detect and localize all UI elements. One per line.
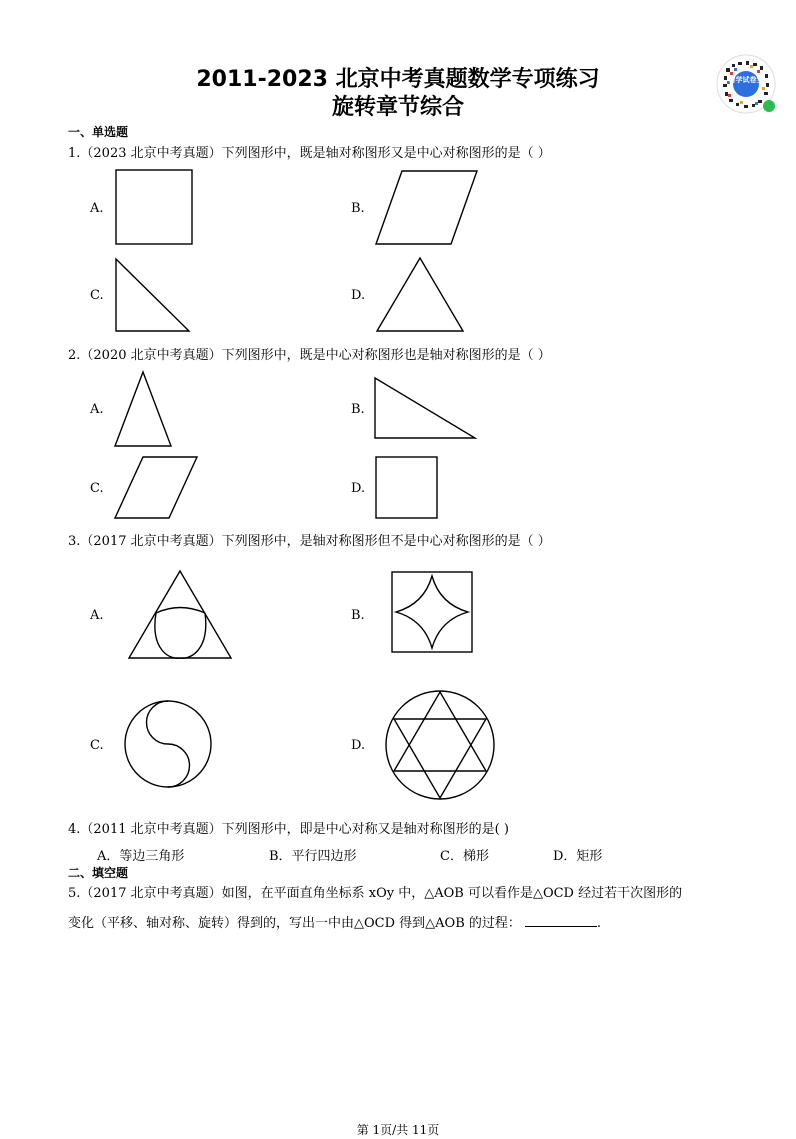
q3-hexagram-circle-figure <box>386 691 494 799</box>
q3-option-d-label: D. <box>351 738 366 753</box>
q3-option-c-label: C. <box>90 738 104 753</box>
q3-option-b-label: B. <box>351 608 365 623</box>
q3-triangle-arcs-figure <box>129 571 231 658</box>
question-4-text: 4.（2011 北京中考真题）下列图形中，即是中心对称又是轴对称图形的是( ) <box>68 822 509 837</box>
q4-option-a: A．等边三角形 <box>97 849 185 864</box>
question-2-text: 2.（2020 北京中考真题）下列图形中，既是中心对称图形也是轴对称图形的是（ ） <box>68 348 551 363</box>
q2-option-b-label: B. <box>351 402 365 417</box>
q4-option-c: C．梯形 <box>440 849 489 864</box>
q2-option-c-label: C. <box>90 481 104 496</box>
q2-option-d-label: D. <box>351 481 366 496</box>
q4-option-b: B．平行四边形 <box>269 849 357 864</box>
q2-option-a-label: A. <box>90 402 104 417</box>
page-title: 2011-2023 北京中考真题数学专项练习 <box>196 67 600 92</box>
section-heading-single-choice: 一、单选题 <box>68 125 129 139</box>
question-3-text: 3.（2017 北京中考真题）下列图形中，是轴对称图形但不是中心对称图形的是（ ） <box>68 534 551 549</box>
qr-badge-label: 留学试卷宝 <box>728 76 764 84</box>
q1-option-d-label: D. <box>351 288 366 303</box>
question-5-text-line1: 5.（2017 北京中考真题）如图，在平面直角坐标系 xOy 中，△AOB 可以看作是△OCD 经过若干次图形的 <box>68 886 683 901</box>
q3-yinyang-circle-figure <box>125 701 211 787</box>
question-1-text: 1.（2023 北京中考真题）下列图形中，既是轴对称图形又是中心对称图形的是（ ） <box>68 146 551 161</box>
section-heading-fill-blank: 二、填空题 <box>68 866 129 880</box>
question-5-text-line2 <box>68 912 601 931</box>
page-number: 第 1页/共 11页 <box>356 1123 440 1137</box>
q4-option-d: D．矩形 <box>553 849 603 864</box>
page-subtitle: 旋转章节综合 <box>331 95 464 120</box>
q1-option-a-label: A. <box>90 201 104 216</box>
q1-option-b-label: B. <box>351 201 365 216</box>
question-5-end-period: . <box>596 916 602 931</box>
q1-option-c-label: C. <box>90 288 104 303</box>
q3-square-star-figure <box>392 572 472 652</box>
q3-option-a-label: A. <box>90 608 104 623</box>
question-5-text-line2-body: 变化（平移、轴对称、旋转）得到的，写出一中由△OCD 得到△AOB 的过程： <box>68 916 521 931</box>
answer-blank[interactable] <box>525 914 597 927</box>
